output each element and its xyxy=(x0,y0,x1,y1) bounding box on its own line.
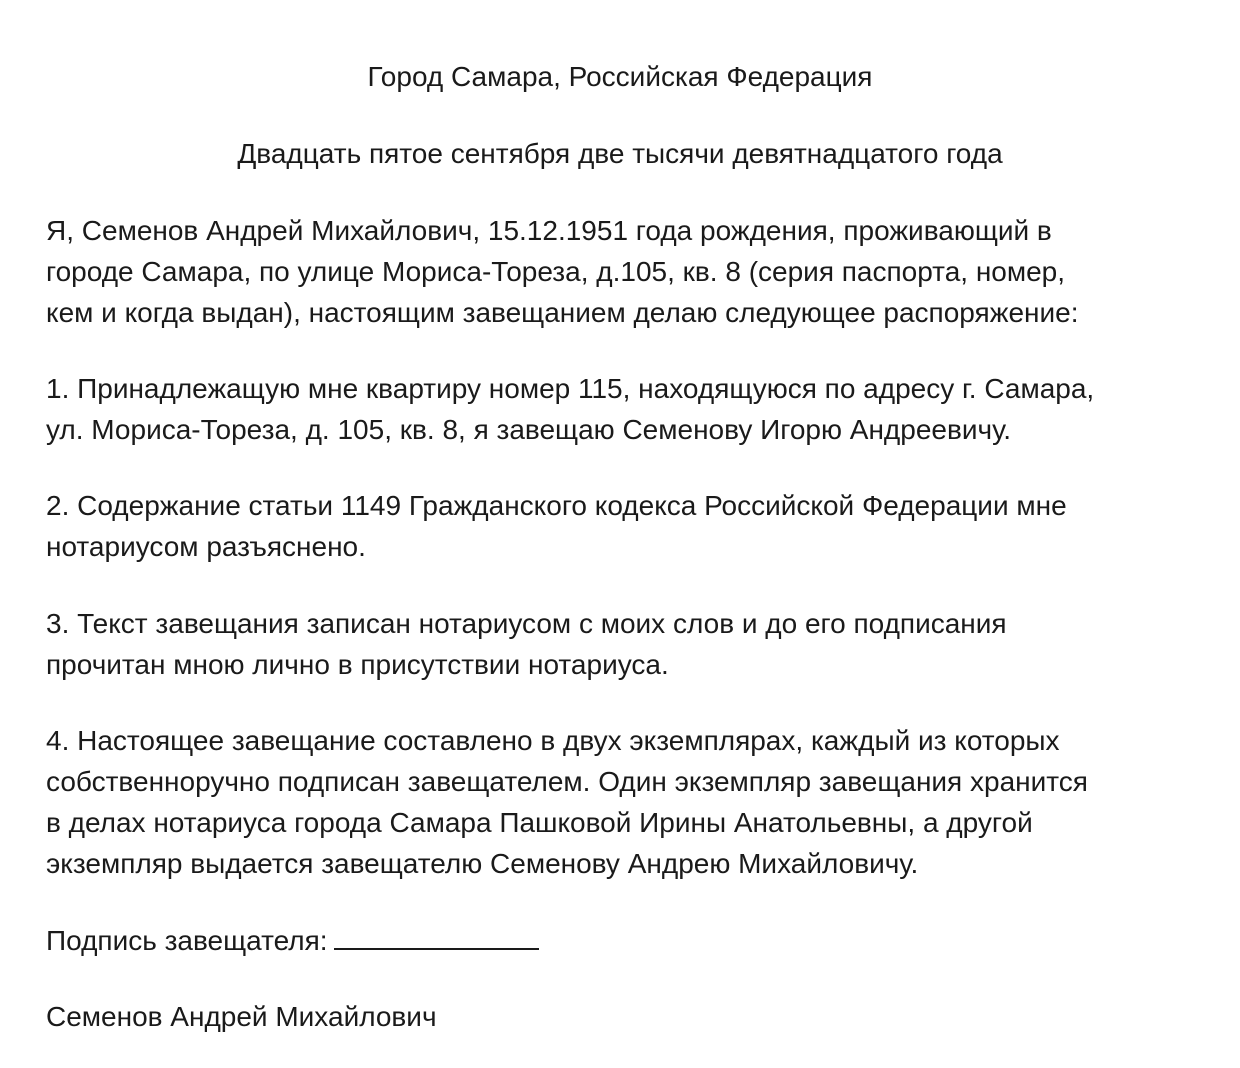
clause-3 xyxy=(46,603,1216,685)
clause-line: 3. Текст завещания записан нотариусом с моих слов и до его подписания xyxy=(46,608,1007,639)
clause-line: ул. Мориса-Тореза, д. 105, кв. 8, я завещаю Семенову Игорю Андреевичу. xyxy=(46,414,1012,445)
clause-4 xyxy=(46,720,1216,884)
signature-label: Подпись завещателя: xyxy=(46,925,328,956)
clause-1 xyxy=(46,368,1216,450)
intro-line: Я, Семенов Андрей Михайлович, 15.12.1951 года рождения, проживающий в xyxy=(46,215,1052,246)
clause-line: прочитан мною лично в присутствии нотариуса. xyxy=(46,649,669,680)
signature-row xyxy=(46,918,1216,961)
clause-line: 4. Настоящее завещание составлено в двух экземплярах, каждый из которых xyxy=(46,725,1060,756)
intro-paragraph xyxy=(46,210,1216,333)
clause-line: в делах нотариуса города Самара Пашковой Ирины Анатольевны, а другой xyxy=(46,807,1033,838)
clause-line: собственноручно подписан завещателем. Один экземпляр завещания хранится xyxy=(46,766,1088,797)
signature-name-row xyxy=(46,996,1216,1037)
clause-2 xyxy=(46,485,1216,567)
intro-line: кем и когда выдан), настоящим завещанием делаю следующее распоряжение: xyxy=(46,297,1079,328)
clause-line: экземпляр выдается завещателю Семенову Андрею Михайловичу. xyxy=(46,848,919,879)
clause-line: 1. Принадлежащую мне квартиру номер 115, находящуюся по адресу г. Самара, xyxy=(46,373,1095,404)
clause-line: 2. Содержание статьи 1149 Гражданского кодекса Российской Федерации мне xyxy=(46,490,1067,521)
intro-line: городе Самара, по улице Мориса-Тореза, д.105, кв. 8 (серия паспорта, номер, xyxy=(46,256,1066,287)
header-date: Двадцать пятое сентября две тысячи девятнадцатого года xyxy=(237,138,1003,169)
clause-line: нотариусом разъяснено. xyxy=(46,531,366,562)
header-city: Город Самара, Российская Федерация xyxy=(367,61,873,92)
signature-name: Семенов Андрей Михайлович xyxy=(46,1001,437,1032)
signature-blank-line xyxy=(334,918,539,950)
